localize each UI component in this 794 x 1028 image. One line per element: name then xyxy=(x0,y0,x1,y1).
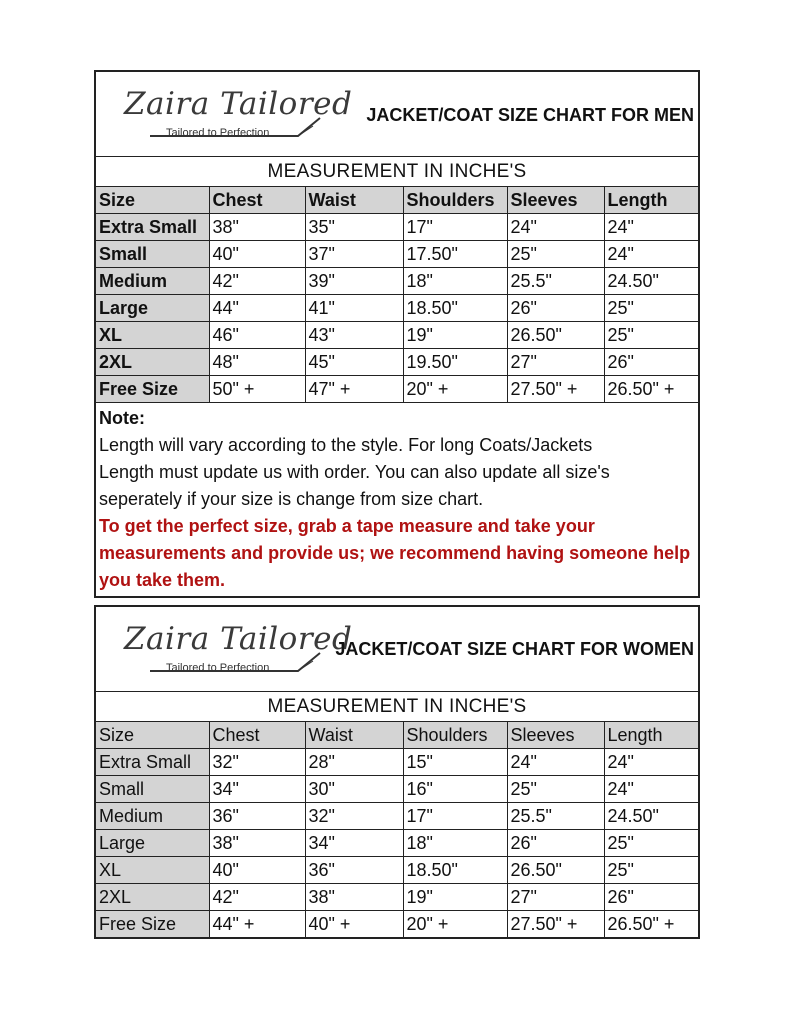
table-cell: 24" xyxy=(507,749,604,776)
table-cell: 24.50" xyxy=(604,803,698,830)
brand-logo xyxy=(118,621,353,681)
table-cell: 37" xyxy=(305,241,403,268)
table-cell: 18.50" xyxy=(403,857,507,884)
table-cell: 43" xyxy=(305,322,403,349)
brand-tagline: Tailored to Perfection xyxy=(166,127,270,139)
table-row xyxy=(96,241,698,268)
table-cell: 44" + xyxy=(209,911,305,938)
size-label: XL xyxy=(96,857,209,884)
table-cell: 25" xyxy=(604,322,698,349)
note-line: Length must update us with order. You can also update all size's xyxy=(99,462,610,482)
column-header: Chest xyxy=(209,722,305,749)
size-label: Extra Small xyxy=(96,214,209,241)
column-header: Waist xyxy=(305,187,403,214)
size-label: Large xyxy=(96,830,209,857)
table-cell: 26" xyxy=(507,830,604,857)
column-header: Size xyxy=(96,722,209,749)
table-cell: 18" xyxy=(403,268,507,295)
brand-name: Zaira Tailored xyxy=(124,621,353,657)
column-header: Sleeves xyxy=(507,187,604,214)
table-cell: 24" xyxy=(604,776,698,803)
table-cell: 25.5" xyxy=(507,268,604,295)
table-cell: 38" xyxy=(209,214,305,241)
note-highlight-line: measurements and provide us; we recommend having someone help xyxy=(99,543,691,563)
size-label: Free Size xyxy=(96,911,209,938)
size-label: Large xyxy=(96,295,209,322)
table-cell: 44" xyxy=(209,295,305,322)
column-header: Waist xyxy=(305,722,403,749)
table-cell: 25" xyxy=(507,776,604,803)
column-header: Size xyxy=(96,187,209,214)
men-chart-header xyxy=(96,72,698,157)
women-size-table xyxy=(96,722,698,937)
table-cell: 34" xyxy=(209,776,305,803)
table-cell: 24" xyxy=(507,214,604,241)
column-header: Chest xyxy=(209,187,305,214)
table-cell: 25.5" xyxy=(507,803,604,830)
table-cell: 32" xyxy=(209,749,305,776)
table-cell: 20" + xyxy=(403,911,507,938)
table-cell: 20" + xyxy=(403,376,507,403)
note-highlight-line: To get the perfect size, grab a tape measure and take your xyxy=(99,516,595,536)
women-chart-title: JACKET/COAT SIZE CHART FOR WOMEN xyxy=(335,639,694,659)
table-cell: 26" xyxy=(604,884,698,911)
table-cell: 46" xyxy=(209,322,305,349)
table-row xyxy=(96,268,698,295)
size-label: Medium xyxy=(96,268,209,295)
table-cell: 26.50" + xyxy=(604,911,698,938)
table-cell: 25" xyxy=(507,241,604,268)
table-cell: 40" xyxy=(209,857,305,884)
table-cell: 25" xyxy=(604,830,698,857)
table-cell: 32" xyxy=(305,803,403,830)
column-header: Shoulders xyxy=(403,722,507,749)
table-cell: 18" xyxy=(403,830,507,857)
table-cell: 39" xyxy=(305,268,403,295)
men-chart-title: JACKET/COAT SIZE CHART FOR MEN xyxy=(366,105,694,125)
size-label: Medium xyxy=(96,803,209,830)
table-cell: 19" xyxy=(403,884,507,911)
table-cell: 24.50" xyxy=(604,268,698,295)
table-row xyxy=(96,376,698,403)
table-row xyxy=(96,803,698,830)
table-cell: 18.50" xyxy=(403,295,507,322)
note-highlight-line: you take them. xyxy=(99,570,226,590)
table-row xyxy=(96,830,698,857)
table-row xyxy=(96,911,698,938)
men-size-chart xyxy=(94,70,700,598)
table-cell: 50" + xyxy=(209,376,305,403)
note-heading: Note: xyxy=(99,408,145,428)
table-cell: 19" xyxy=(403,322,507,349)
table-cell: 17.50" xyxy=(403,241,507,268)
table-cell: 16" xyxy=(403,776,507,803)
men-measurement-unit: MEASUREMENT IN INCHE'S xyxy=(96,157,698,187)
table-cell: 24" xyxy=(604,749,698,776)
table-cell: 26" xyxy=(604,349,698,376)
size-label: Free Size xyxy=(96,376,209,403)
table-cell: 42" xyxy=(209,268,305,295)
table-cell: 36" xyxy=(305,857,403,884)
table-cell: 38" xyxy=(209,830,305,857)
table-cell: 17" xyxy=(403,214,507,241)
brand-tagline: Tailored to Perfection xyxy=(166,662,270,674)
table-cell: 25" xyxy=(604,857,698,884)
table-cell: 48" xyxy=(209,349,305,376)
table-row xyxy=(96,214,698,241)
table-cell: 34" xyxy=(305,830,403,857)
table-cell: 26.50" xyxy=(507,857,604,884)
women-measurement-unit: MEASUREMENT IN INCHE'S xyxy=(96,692,698,722)
note-line: seperately if your size is change from size chart. xyxy=(99,489,484,509)
table-cell: 25" xyxy=(604,295,698,322)
size-label: 2XL xyxy=(96,349,209,376)
table-cell: 40" + xyxy=(305,911,403,938)
table-cell: 35" xyxy=(305,214,403,241)
brand-logo xyxy=(118,86,353,146)
table-cell: 19.50" xyxy=(403,349,507,376)
table-row xyxy=(96,295,698,322)
table-row xyxy=(96,322,698,349)
brand-name: Zaira Tailored xyxy=(124,86,353,122)
column-header: Shoulders xyxy=(403,187,507,214)
table-header-row xyxy=(96,722,698,749)
table-row xyxy=(96,884,698,911)
women-chart-header xyxy=(96,607,698,692)
table-cell: 27" xyxy=(507,349,604,376)
table-cell: 26.50" xyxy=(507,322,604,349)
table-cell: 41" xyxy=(305,295,403,322)
table-header-row xyxy=(96,187,698,214)
size-label: 2XL xyxy=(96,884,209,911)
table-cell: 26.50" + xyxy=(604,376,698,403)
table-cell: 27.50" + xyxy=(507,911,604,938)
women-size-chart xyxy=(94,605,700,939)
size-label: Small xyxy=(96,776,209,803)
men-size-table xyxy=(96,187,698,402)
table-cell: 17" xyxy=(403,803,507,830)
table-cell: 28" xyxy=(305,749,403,776)
table-row xyxy=(96,776,698,803)
column-header: Sleeves xyxy=(507,722,604,749)
men-chart-notes xyxy=(96,402,698,596)
table-cell: 42" xyxy=(209,884,305,911)
table-cell: 24" xyxy=(604,214,698,241)
table-cell: 36" xyxy=(209,803,305,830)
table-cell: 40" xyxy=(209,241,305,268)
table-cell: 26" xyxy=(507,295,604,322)
table-row xyxy=(96,749,698,776)
table-cell: 45" xyxy=(305,349,403,376)
table-row xyxy=(96,349,698,376)
size-label: Extra Small xyxy=(96,749,209,776)
column-header: Length xyxy=(604,722,698,749)
column-header: Length xyxy=(604,187,698,214)
table-cell: 30" xyxy=(305,776,403,803)
size-label: Small xyxy=(96,241,209,268)
table-cell: 38" xyxy=(305,884,403,911)
note-line: Length will vary according to the style. For long Coats/Jackets xyxy=(99,435,593,455)
size-label: XL xyxy=(96,322,209,349)
table-cell: 27.50" + xyxy=(507,376,604,403)
table-cell: 27" xyxy=(507,884,604,911)
table-cell: 15" xyxy=(403,749,507,776)
table-cell: 47" + xyxy=(305,376,403,403)
table-cell: 24" xyxy=(604,241,698,268)
table-row xyxy=(96,857,698,884)
